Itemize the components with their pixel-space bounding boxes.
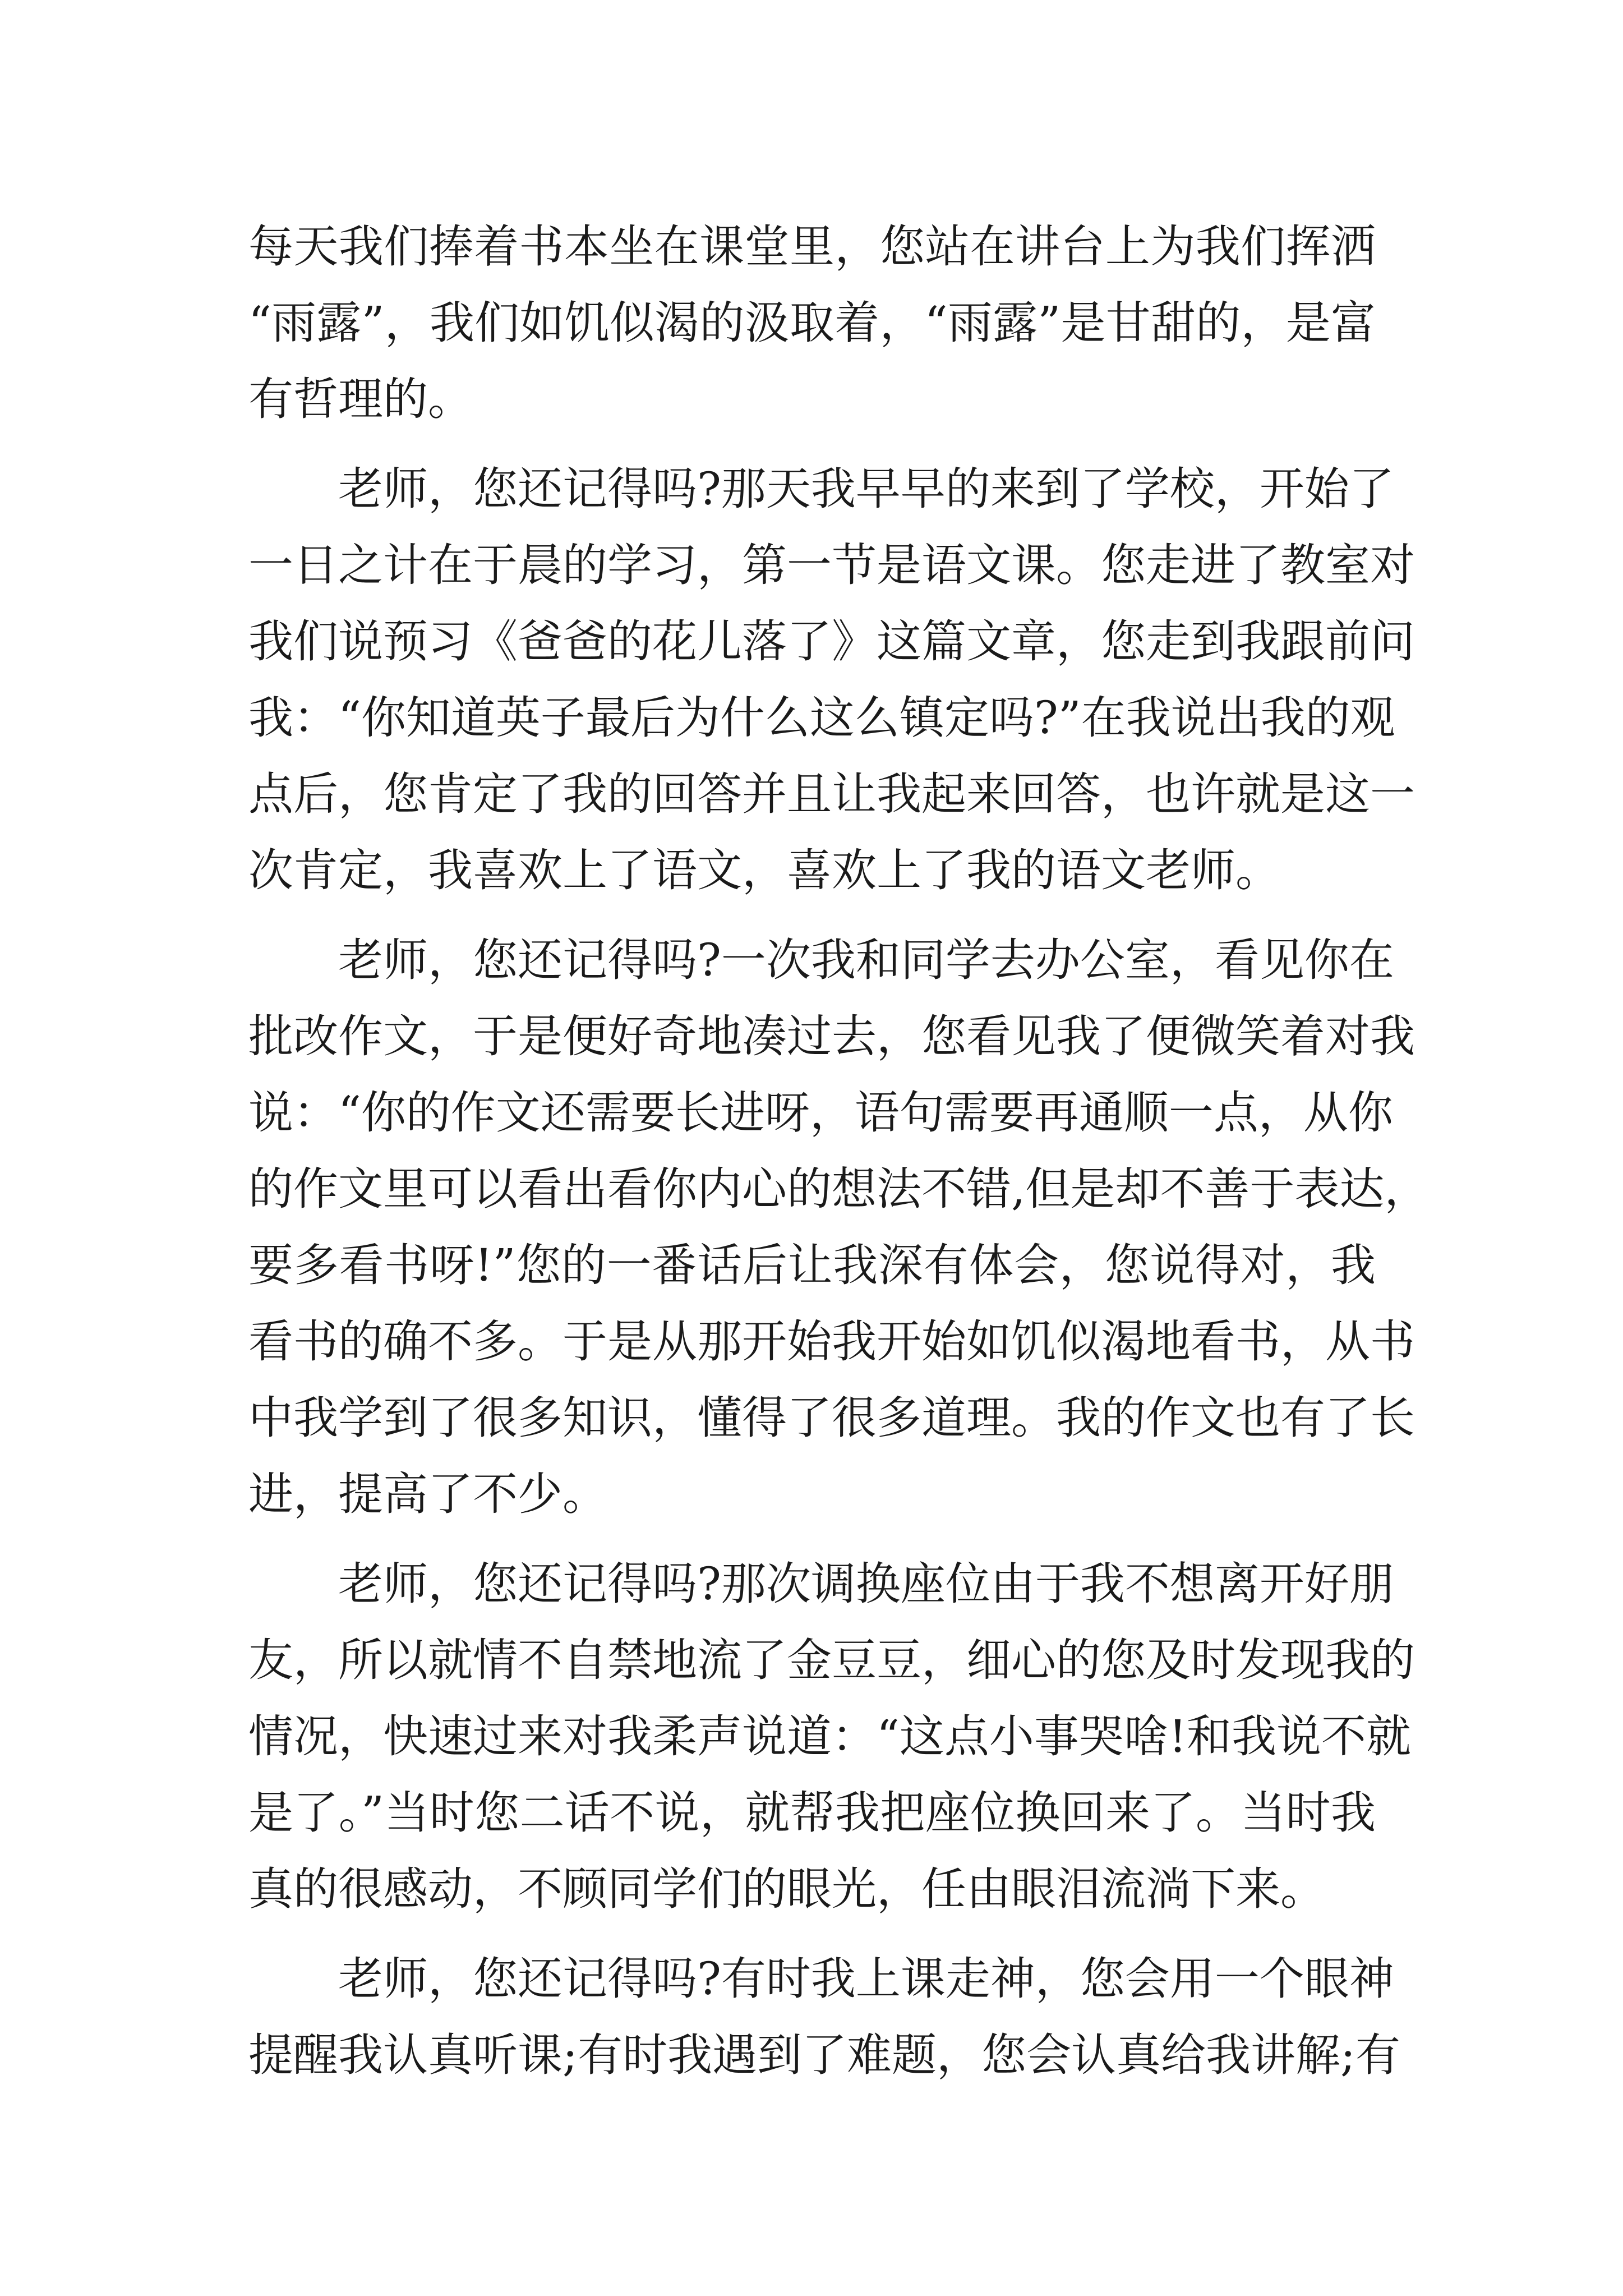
paragraph-gap	[248, 1533, 1376, 1546]
text-line: 说：“你的作文还需要长进呀，语句需要再通顺一点，从你	[248, 1087, 1393, 1139]
text-line: 要多看书呀!”您的一番话后让我深有体会，您说得对，我	[248, 1239, 1376, 1291]
text-line: 老师，您还记得吗?有时我上课走神，您会用一个眼神	[338, 1953, 1394, 2005]
text-line: 进，提高了不少。	[248, 1468, 607, 1520]
text-line: 的作文里可以看出看你内心的想法不错,但是却不善于表达，	[248, 1163, 1430, 1215]
paragraph	[248, 451, 1415, 909]
text-line: “雨露”，我们如饥似渴的汲取着，“雨露”是甘甜的，是富	[248, 297, 1376, 349]
text-line: 情况，快速过来对我柔声说道：“这点小事哭啥!和我说不就	[248, 1710, 1412, 1763]
paragraph	[248, 1941, 1400, 2093]
text-line: 我们说预习《爸爸的花儿落了》这篇文章，您走到我跟前问	[248, 615, 1415, 668]
text-line: 点后，您肯定了我的回答并且让我起来回答，也许就是这一	[248, 768, 1415, 820]
text-line: 友，所以就情不自禁地流了金豆豆，细心的您及时发现我的	[248, 1634, 1415, 1686]
text-line: 是了。”当时您二话不说，就帮我把座位换回来了。当时我	[248, 1787, 1376, 1839]
text-line: 有哲理的。	[248, 373, 473, 425]
text-line: 一日之计在于晨的学习，第一节是语文课。您走进了教室对	[248, 539, 1415, 591]
text-line: 次肯定，我喜欢上了语文，喜欢上了我的语文老师。	[248, 844, 1280, 896]
text-line: 批改作文，于是便好奇地凑过去，您看见我了便微笑着对我	[248, 1010, 1415, 1062]
text-line: 中我学到了很多知识，懂得了很多道理。我的作文也有了长	[248, 1392, 1415, 1444]
paragraph	[248, 922, 1430, 1533]
paragraph-gap	[248, 438, 1376, 451]
paragraph	[248, 209, 1376, 438]
text-line: 老师，您还记得吗?一次我和同学去办公室，看见你在	[338, 934, 1394, 986]
text-line: 每天我们捧着书本坐在课堂里，您站在讲台上为我们挥洒	[248, 220, 1376, 273]
text-line: 提醒我认真听课;有时我遇到了难题，您会认真给我讲解;有	[248, 2029, 1400, 2081]
paragraph	[248, 1546, 1415, 1927]
text-line: 真的很感动，不顾同学们的眼光，任由眼泪流淌下来。	[248, 1863, 1325, 1915]
text-line: 我：“你知道英子最后为什么这么镇定吗?”在我说出我的观	[248, 692, 1395, 744]
text-line: 老师，您还记得吗?那次调换座位由于我不想离开好朋	[338, 1558, 1394, 1610]
text-line: 老师，您还记得吗?那天我早早的来到了学校，开始了	[338, 463, 1394, 515]
document-body	[248, 209, 1430, 2093]
paragraph-gap	[248, 909, 1376, 922]
text-line: 看书的确不多。于是从那开始我开始如饥似渴地看书，从书	[248, 1315, 1415, 1368]
paragraph-gap	[248, 1927, 1376, 1941]
